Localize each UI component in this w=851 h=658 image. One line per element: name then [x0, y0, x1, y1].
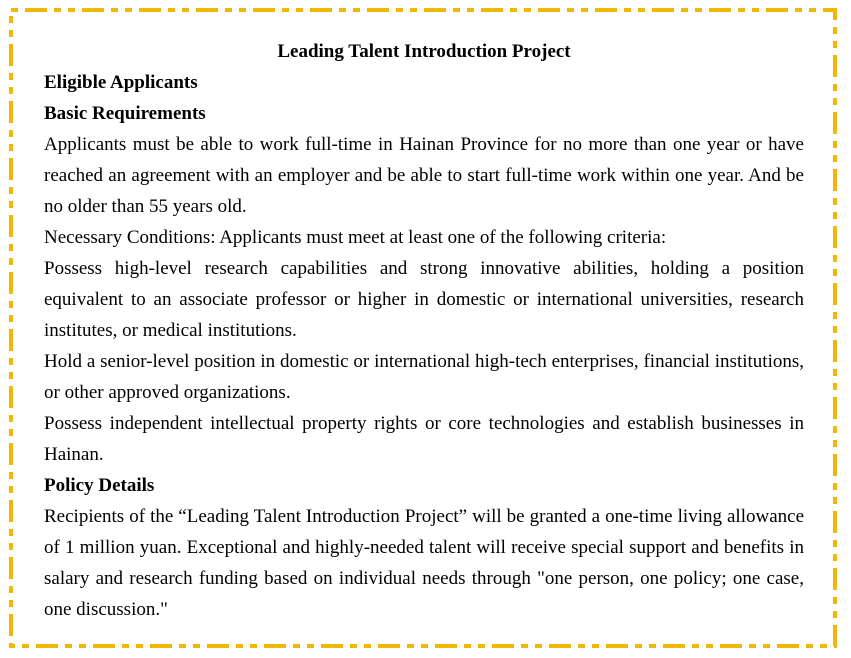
paragraph-criterion-senior-position: Hold a senior-level position in domestic or international high-tech enterprises, financial institutions, or other approved organizations. [44, 351, 804, 403]
paragraph-criterion-research: Possess high-level research capabilities and strong innovative abilities, holding a position equivalent to an associate professor or higher in domestic or international universities, research institutes, or medical institutions. [44, 258, 804, 341]
document-body [44, 36, 804, 625]
heading-policy-details: Policy Details [44, 475, 155, 496]
heading-eligible-applicants: Eligible Applicants [44, 72, 198, 93]
document-title: Leading Talent Introduction Project [277, 41, 571, 62]
paragraph-necessary-conditions: Necessary Conditions: Applicants must meet at least one of the following criteria: [44, 227, 667, 248]
heading-basic-requirements: Basic Requirements [44, 103, 206, 124]
paragraph-basic-requirement: Applicants must be able to work full-time in Hainan Province for no more than one year or have reached an agreement with an employer and be able to start full-time work within one year. And be no older than 55 years old. [44, 134, 804, 217]
paragraph-policy-details: Recipients of the “Leading Talent Introduction Project” will be granted a one-time living allowance of 1 million yuan. Exceptional and highly-needed talent will receive special support and benefits in salary and research funding based on individual needs through "one person, one policy; one case, one discussion." [44, 506, 804, 620]
paragraph-criterion-ip-rights: Possess independent intellectual property rights or core technologies and establish businesses in Hainan. [44, 413, 804, 465]
